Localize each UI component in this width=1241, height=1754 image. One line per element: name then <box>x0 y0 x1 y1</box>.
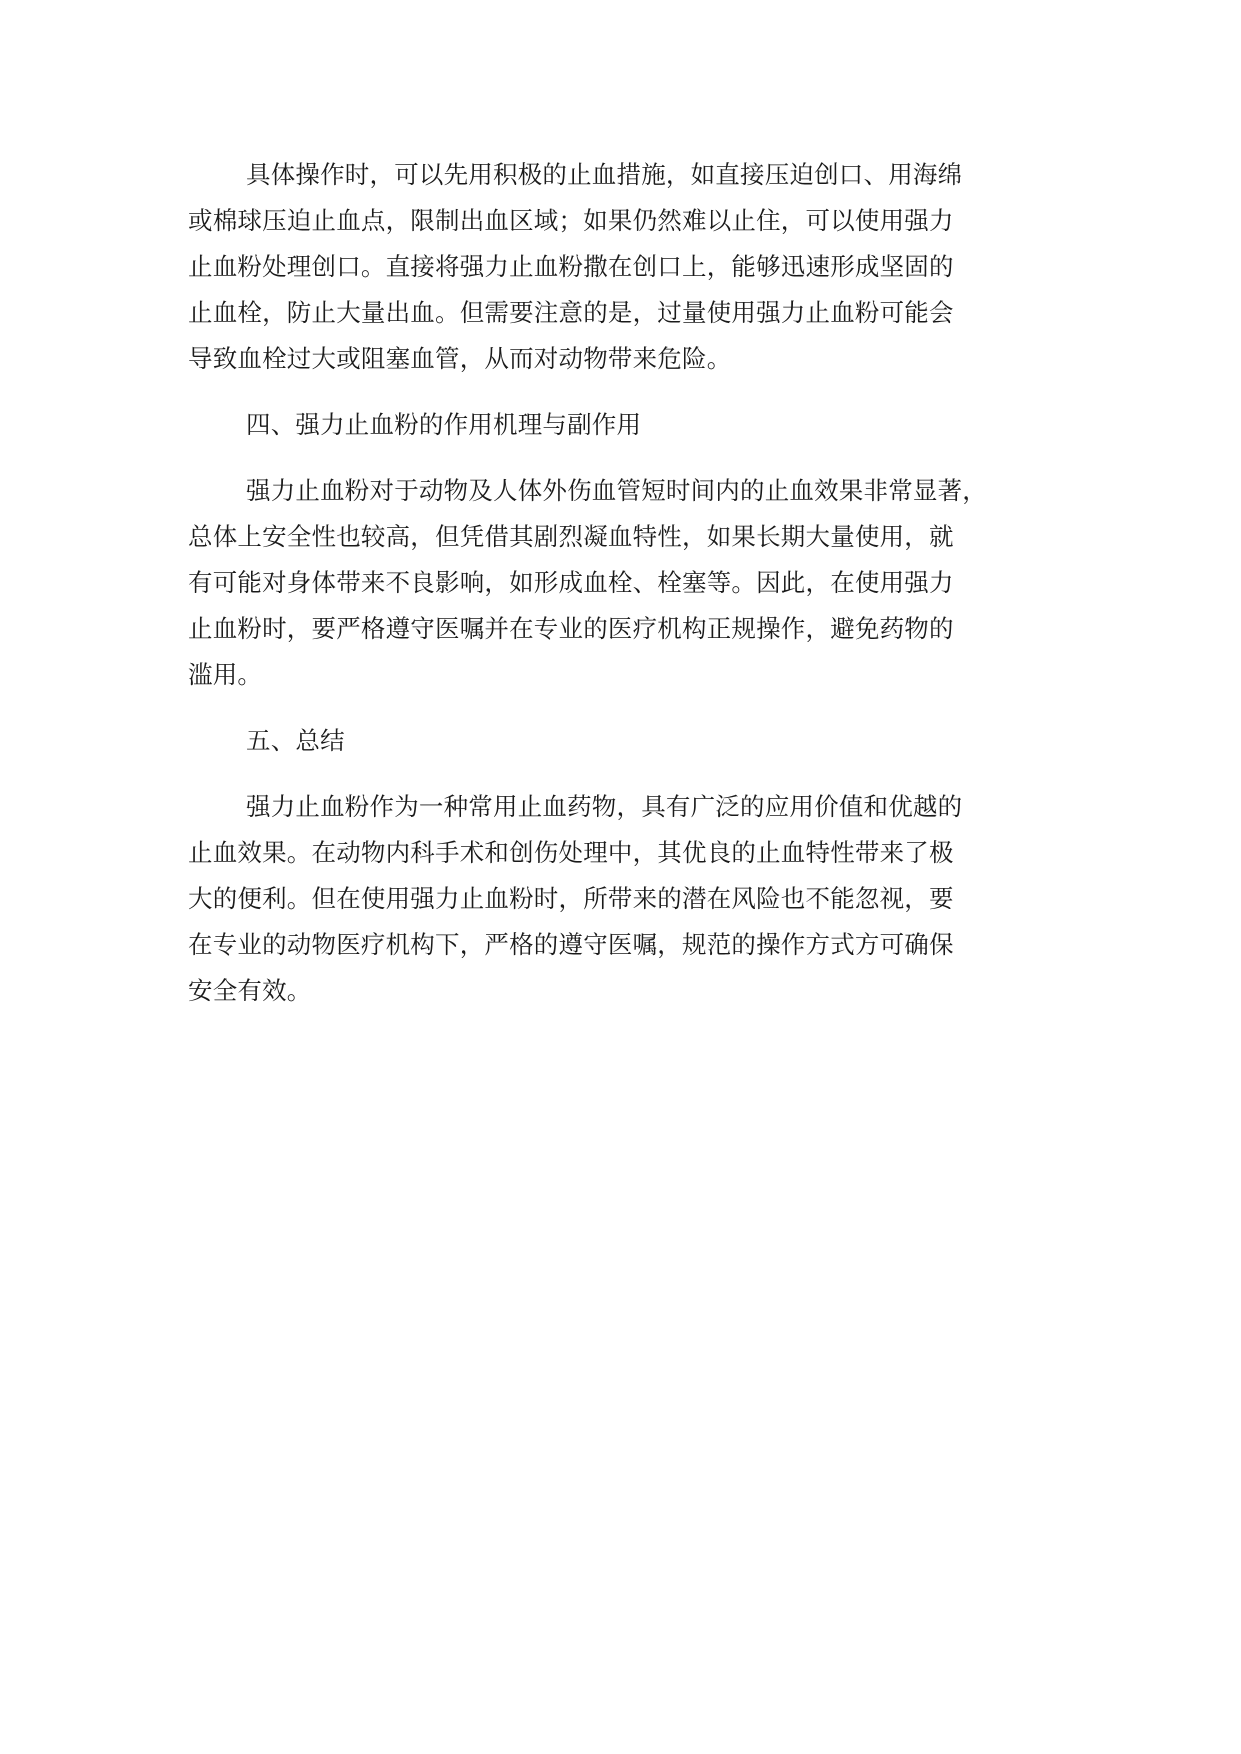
heading-text: 四、强力止血粉的作用机理与副作用 <box>246 410 642 439</box>
section-heading-5 <box>188 718 1088 764</box>
text-line: 安全有效。 <box>188 976 312 1005</box>
text-line: 止血栓，防止大量出血。但需要注意的是，过量使用强力止血粉可能会 <box>188 298 954 327</box>
paragraph-mechanism <box>188 468 1088 698</box>
text-line: 强力止血粉对于动物及人体外伤血管短时间内的止血效果非常显著， <box>246 476 987 505</box>
text-line: 强力止血粉作为一种常用止血药物，具有广泛的应用价值和优越的 <box>246 792 963 821</box>
text-line: 有可能对身体带来不良影响，如形成血栓、栓塞等。因此，在使用强力 <box>188 568 954 597</box>
text-line: 导致血栓过大或阻塞血管，从而对动物带来危险。 <box>188 344 732 373</box>
section-heading-4 <box>188 402 1088 448</box>
text-line: 大的便利。但在使用强力止血粉时，所带来的潜在风险也不能忽视，要 <box>188 884 954 913</box>
text-line: 止血粉时，要严格遵守医嘱并在专业的医疗机构正规操作，避免药物的 <box>188 614 954 643</box>
text-line: 在专业的动物医疗机构下，严格的遵守医嘱，规范的操作方式方可确保 <box>188 930 954 959</box>
heading-text: 五、总结 <box>246 726 345 755</box>
text-line: 具体操作时，可以先用积极的止血措施，如直接压迫创口、用海绵 <box>246 160 963 189</box>
text-line: 止血粉处理创口。直接将强力止血粉撒在创口上，能够迅速形成坚固的 <box>188 252 954 281</box>
document-body <box>188 152 1088 1034</box>
text-line: 总体上安全性也较高，但凭借其剧烈凝血特性，如果长期大量使用，就 <box>188 522 954 551</box>
text-line: 或棉球压迫止血点，限制出血区域；如果仍然难以止住，可以使用强力 <box>188 206 954 235</box>
text-line: 止血效果。在动物内科手术和创伤处理中，其优良的止血特性带来了极 <box>188 838 954 867</box>
text-line: 滥用。 <box>188 660 263 689</box>
paragraph-summary <box>188 784 1088 1014</box>
paragraph-procedure <box>188 152 1088 382</box>
